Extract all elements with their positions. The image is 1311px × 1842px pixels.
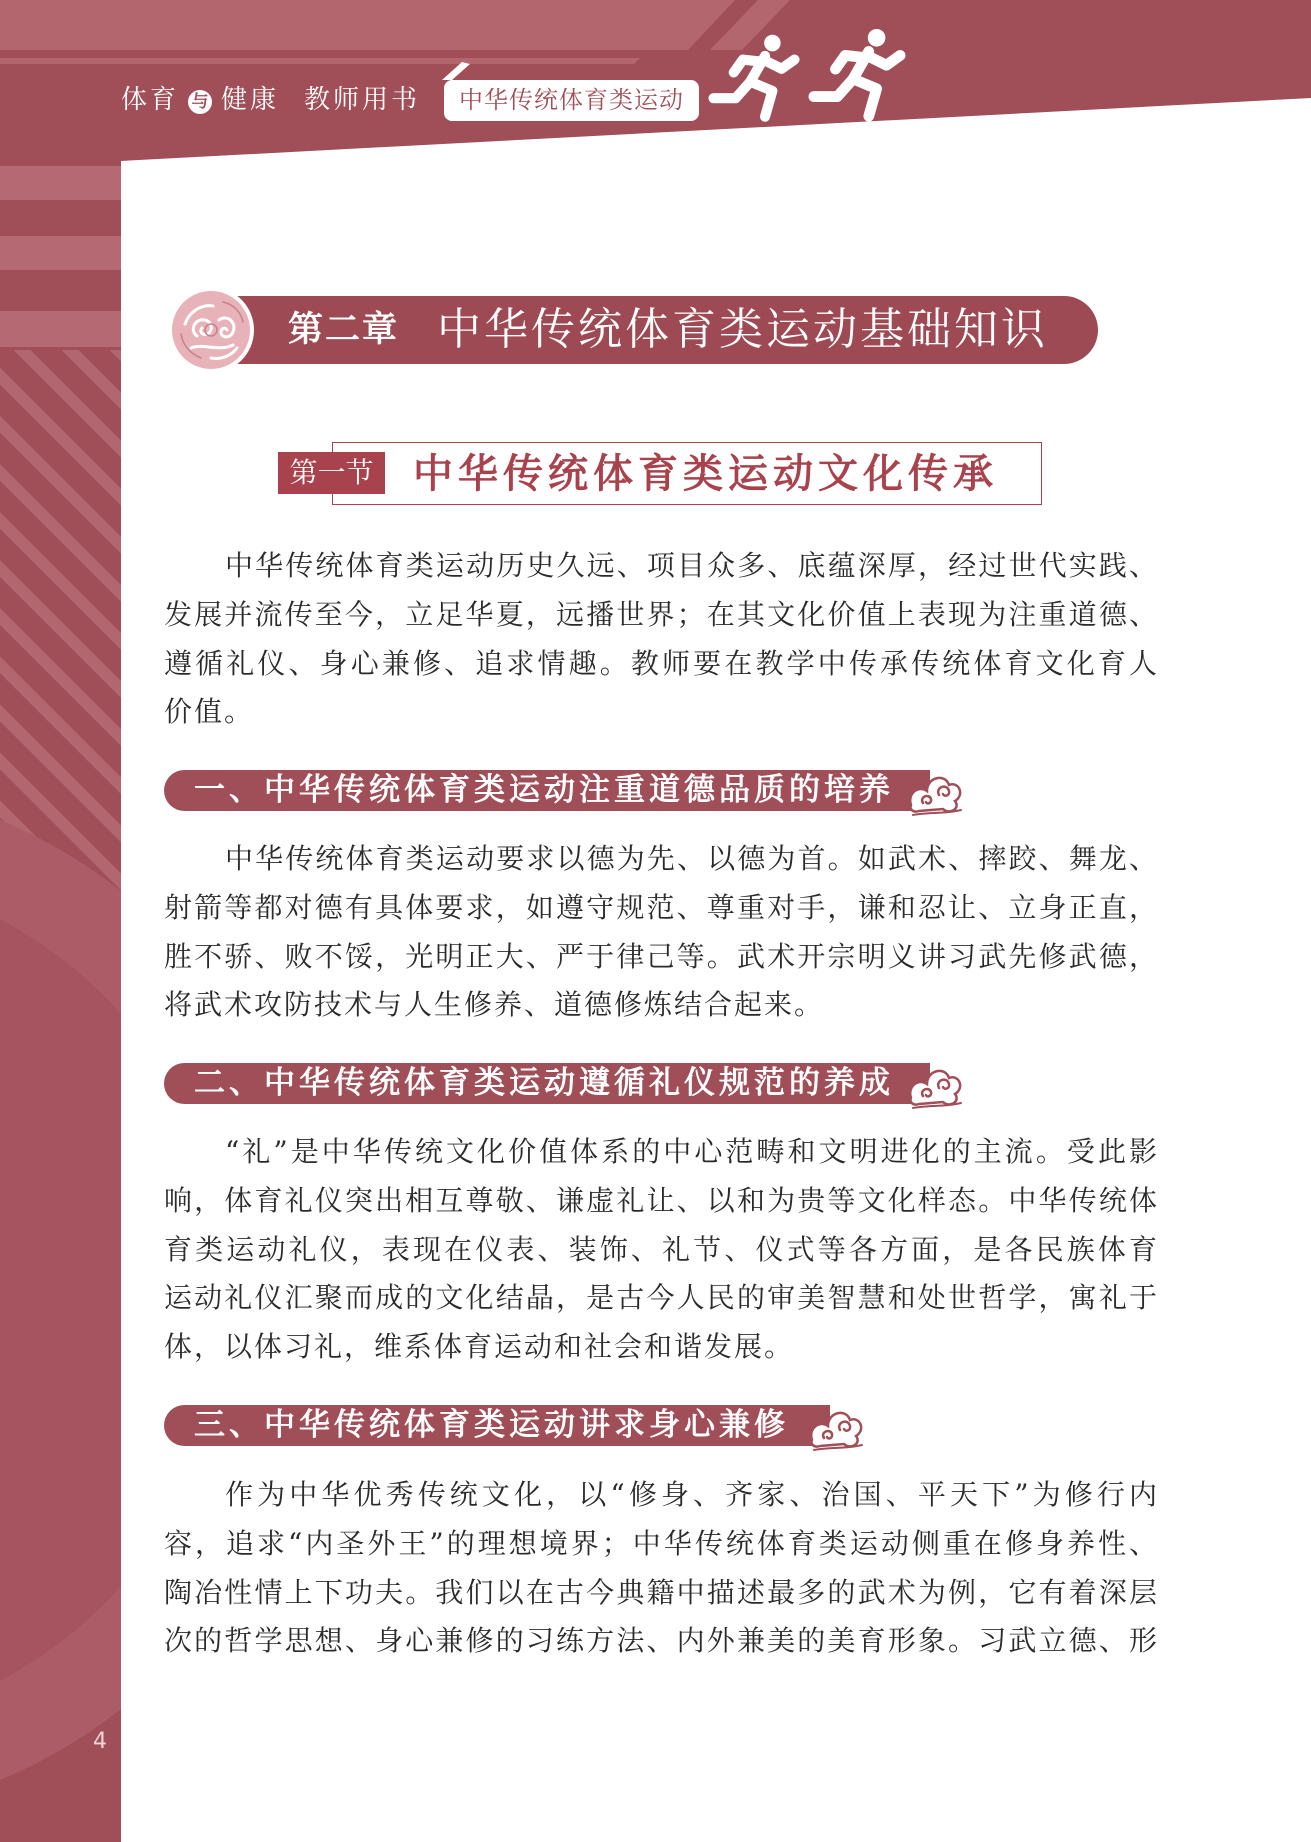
- paragraph-line: 中华传统体育类运动历史久远、项目众多、底蕴深厚，经过世代实践、: [225, 549, 1157, 582]
- subsection-heading: 三、中华传统体育类运动讲求身心兼修: [194, 1407, 789, 1443]
- chapter-number: 第二章: [288, 310, 400, 350]
- subsection-heading: 二、中华传统体育类运动遵循礼仪规范的养成: [194, 1065, 894, 1101]
- runner-icon: [714, 35, 795, 117]
- page-number: 4: [93, 1729, 107, 1754]
- section-number: 第一节: [278, 452, 385, 494]
- paragraph-line: 射箭等都对德有具体要求，如遵守规范、尊重对手，谦和忍让、立身正直，: [164, 890, 1157, 924]
- paragraph-line: 次的哲学思想、身心兼修的习练方法、内外兼美的美育形象。习武立德、形: [164, 1624, 1157, 1658]
- paragraph-line: 陶冶性情上下功夫。我们以在古今典籍中描述最多的武术为例，它有着深层: [164, 1575, 1157, 1609]
- chapter-title: 中华传统体育类运动基础知识: [437, 304, 1048, 355]
- intro-paragraph: [164, 542, 1157, 737]
- paragraph-line: 中华传统体育类运动要求以德为先、以德为首。如武术、摔跤、舞龙、: [225, 842, 1157, 875]
- paragraph-line: 发展并流传至今，立足华夏，远播世界；在其文化价值上表现为注重道德、: [164, 597, 1157, 631]
- paragraph-line: 育类运动礼仪，表现在仪表、装饰、礼节、仪式等各方面，是各民族体育: [164, 1232, 1157, 1266]
- paragraph-line: 将武术攻防技术与人生修养、道德修炼结合起来。: [164, 988, 825, 1022]
- book-subtitle: 教师用书: [304, 85, 421, 115]
- paragraph-line: 作为中华优秀传统文化，以“修身、齐家、治国、平天下”为修行内: [225, 1478, 1157, 1511]
- runner-icon: [814, 29, 900, 116]
- subsection-heading: 一、中华传统体育类运动注重道德品质的培养: [194, 772, 894, 808]
- cloud-ornament-icon: [905, 1058, 965, 1110]
- subsection-paragraph: [164, 1471, 1157, 1666]
- runner-icons: [708, 26, 920, 126]
- book-title-part2: 健康: [221, 85, 280, 115]
- paragraph-line: 容，追求“内圣外王”的理想境界；中华传统体育类运动侧重在修身养性、: [164, 1526, 1157, 1560]
- paragraph-line: 响，体育礼仪突出相互尊敬、谦虚礼让、以和为贵等文化样态。中华传统体: [164, 1183, 1157, 1217]
- cloud-ornament-icon: [905, 765, 965, 817]
- subsection-paragraph: [164, 1128, 1157, 1372]
- paragraph-line: 胜不骄、败不馁，光明正大、严于律己等。武术开宗明义讲习武先修武德，: [164, 939, 1157, 973]
- section-title: 中华传统体育类运动文化传承: [413, 451, 998, 497]
- paragraph-line: 体，以体习礼，维系体育运动和社会和谐发展。: [164, 1330, 795, 1364]
- cloud-ornament-icon: [806, 1400, 866, 1452]
- book-title-part1: 体育: [121, 85, 180, 115]
- paragraph-line: 价值。: [164, 695, 255, 729]
- cloud-emblem-icon: [167, 286, 255, 374]
- paragraph-line: 遵循礼仪、身心兼修、追求情趣。教师要在教学中传承传统体育文化育人: [164, 646, 1157, 680]
- header-tag: 中华传统体育类运动: [444, 80, 699, 121]
- paragraph-line: 运动礼仪汇聚而成的文化结晶，是古今人民的审美智慧和处世哲学，寓礼于: [164, 1281, 1157, 1315]
- paragraph-line: “礼”是中华传统文化价值体系的中心范畴和文明进化的主流。受此影: [225, 1135, 1157, 1168]
- book-title-connector: 与: [188, 90, 212, 114]
- subsection-paragraph: [164, 835, 1157, 1030]
